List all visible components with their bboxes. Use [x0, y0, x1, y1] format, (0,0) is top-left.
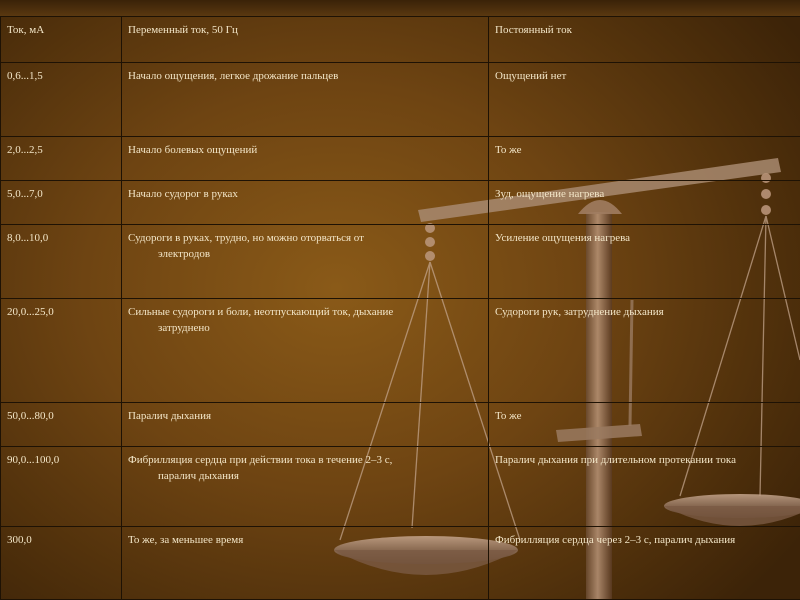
cell-ac — [122, 181, 489, 225]
cell-current: 20,0...25,0 — [1, 299, 122, 403]
cell-ac-text: Судороги в руках, трудно, но можно оторваться от — [128, 232, 364, 244]
cell-dc: То же — [489, 403, 800, 447]
cell-current: 2,0...2,5 — [1, 137, 122, 181]
cell-current: 90,0...100,0 — [1, 447, 122, 527]
cell-ac-continuation: паралич дыхания — [158, 470, 239, 482]
header-ac: Переменный ток, 50 Гц — [122, 17, 489, 63]
table-row — [1, 137, 800, 181]
table-header-row — [1, 17, 800, 63]
cell-current: 300,0 — [1, 527, 122, 600]
cell-dc: Паралич дыхания при длительном протекании тока — [489, 447, 800, 527]
cell-ac — [122, 299, 489, 403]
cell-current: 0,6...1,5 — [1, 63, 122, 137]
cell-ac-continuation: электродов — [158, 248, 211, 260]
cell-ac-text: Начало ощущения, легкое дрожание пальцев — [128, 70, 339, 82]
table-row — [1, 299, 800, 403]
cell-current: 50,0...80,0 — [1, 403, 122, 447]
cell-ac — [122, 403, 489, 447]
cell-ac-text: Начало судорог в руках — [128, 188, 238, 200]
cell-dc: Зуд, ощущение нагрева — [489, 181, 800, 225]
table-row — [1, 225, 800, 299]
cell-ac — [122, 527, 489, 600]
table-row — [1, 403, 800, 447]
cell-dc: Усиление ощущения нагрева — [489, 225, 800, 299]
cell-ac-text: Фибрилляция сердца при действии тока в течение 2–3 с, — [128, 454, 393, 466]
table-row — [1, 181, 800, 225]
header-current: Ток, мА — [1, 17, 122, 63]
table-row — [1, 63, 800, 137]
cell-ac-text: Сильные судороги и боли, неотпускающий ток, дыхание — [128, 306, 394, 318]
cell-dc: То же — [489, 137, 800, 181]
cell-dc: Ощущений нет — [489, 63, 800, 137]
cell-ac-text: Паралич дыхания — [128, 410, 212, 422]
cell-current: 5,0...7,0 — [1, 181, 122, 225]
cell-dc: Фибрилляция сердца через 2–3 с, паралич дыхания — [489, 527, 800, 600]
cell-ac — [122, 225, 489, 299]
table-row — [1, 527, 800, 600]
cell-dc: Судороги рук, затруднение дыхания — [489, 299, 800, 403]
header-dc: Постоянный ток — [489, 17, 800, 63]
table-row — [1, 447, 800, 527]
cell-ac-continuation: затруднено — [158, 322, 210, 334]
cell-ac-text: То же, за меньшее время — [128, 534, 244, 546]
current-effects-table — [0, 16, 800, 600]
cell-ac — [122, 137, 489, 181]
cell-ac — [122, 63, 489, 137]
cell-ac-text: Начало болевых ощущений — [128, 144, 258, 156]
cell-ac — [122, 447, 489, 527]
cell-current: 8,0...10,0 — [1, 225, 122, 299]
